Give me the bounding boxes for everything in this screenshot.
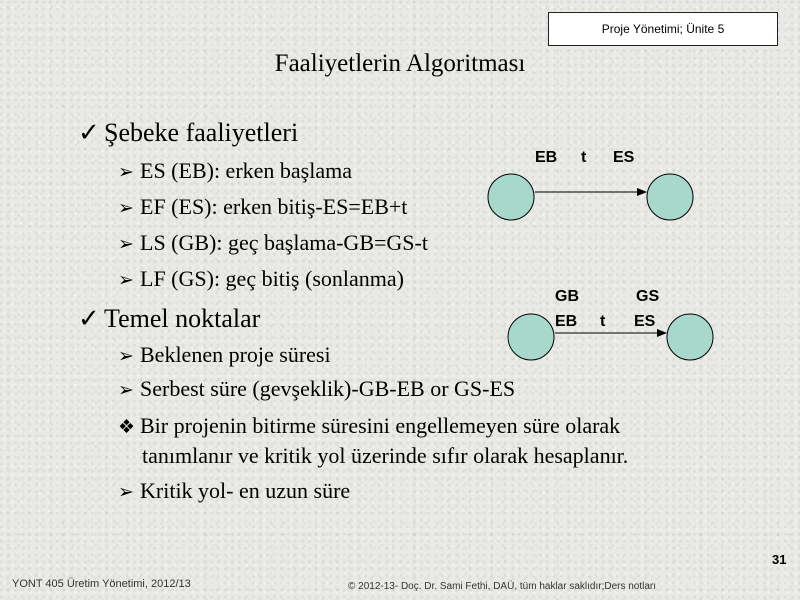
arrow-bullet-icon: ➢ [118,380,134,401]
diagram1-label-es: ES [613,149,635,166]
list-item-text: Kritik yol- en uzun süre [140,478,351,503]
arrow-bullet-icon: ➢ [118,346,134,367]
diagram1-label-t: t [581,149,587,166]
diagram1-end-node [647,174,693,220]
list-item-text: Serbest süre (gevşeklik)-GB-EB or GS-ES [140,376,516,401]
list-item [118,342,331,368]
note-line-2 [142,443,628,469]
section1-heading-row [78,118,298,148]
list-item-text: Beklenen proje süresi [140,342,331,367]
note-text-1: Bir projenin bitirme süresini engellemeyen süre olarak [140,413,621,438]
diagram2-label-gs: GS [636,288,660,305]
diagram2-start-node [508,314,554,360]
list-item [118,376,515,402]
diagram2-label-eb: EB [555,313,578,330]
list-item-text: EF (ES): erken bitiş-ES=EB+t [140,194,408,219]
list-item [118,266,404,292]
checkmark-icon: ✓ [78,118,100,147]
slide-title: Faaliyetlerin Algoritması [274,50,526,77]
course-header-text: Proje Yönetimi; Ünite 5 [601,22,725,36]
list-item [118,158,352,184]
note-text-2: tanımlanır ve kritik yol üzerinde sıfır olarak hesaplanır. [142,443,629,468]
list-item-text: LS (GB): geç başlama-GB=GS-t [140,230,428,255]
diagram2-label-t: t [600,313,606,330]
arrow-bullet-icon: ➢ [118,198,134,219]
diagram1-label-eb: EB [535,149,558,166]
section1-heading: Şebeke faaliyetleri [104,118,299,147]
page-number: 31 [772,552,787,567]
arrow-bullet-icon: ➢ [118,162,134,183]
list-item [118,230,428,256]
list-item-text: ES (EB): erken başlama [140,158,352,183]
diagram2-label-es: ES [634,313,656,330]
diagram1-start-node [488,174,534,220]
section2-heading: Temel noktalar [104,304,261,333]
list-item-text: LF (GS): geç bitiş (sonlanma) [140,266,404,291]
diagram2-label-gb: GB [555,288,579,305]
arrow-bullet-icon: ➢ [118,482,134,503]
checkmark-icon: ✓ [78,304,100,333]
note-line-1 [118,413,620,439]
section2-heading-row [78,304,260,334]
footer-course: YONT 405 Üretim Yönetimi, 2012/13 [12,578,191,590]
arrow-bullet-icon: ➢ [118,270,134,291]
course-header-box [548,12,778,46]
diagram2-end-node [667,314,713,360]
list-item [118,194,407,220]
arrow-bullet-icon: ➢ [118,234,134,255]
list-item [118,478,350,504]
diamond-bullet-icon: ❖ [118,417,136,438]
footer-copyright: © 2012-13- Doç. Dr. Sami Fethi, DAÜ, tüm haklar saklıdır;Ders notları [348,581,657,592]
